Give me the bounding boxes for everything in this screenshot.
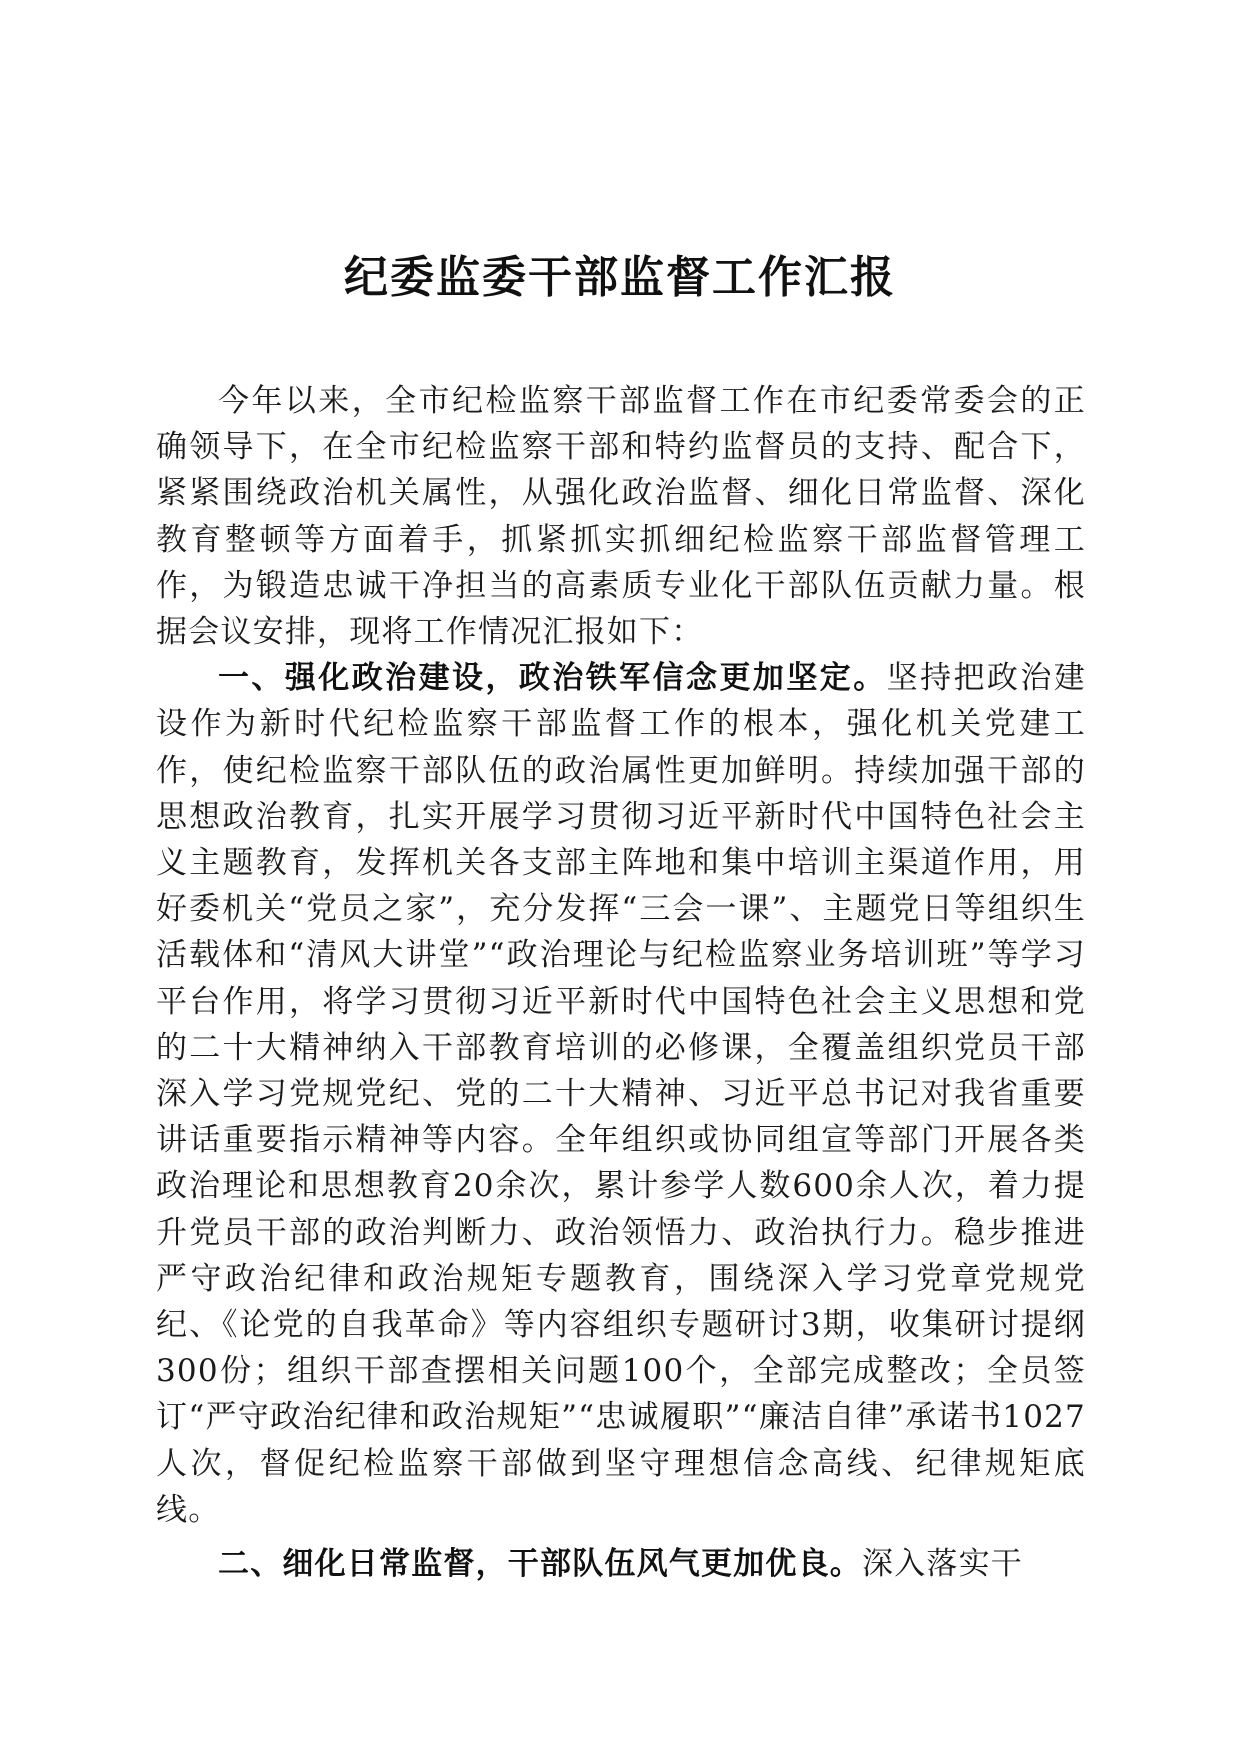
document-body	[156, 378, 1086, 1587]
section-2-text: 深入落实干	[862, 1546, 1023, 1583]
section-1-text: 坚持把政治建设作为新时代纪检监察干部监督工作的根本，强化机关党建工作，使纪检监察干部队伍的政治属性更加鲜明。持续加强干部的思想政治教育，扎实开展学习贯彻习近平新时代中国特色社会主义主题教育，发挥机关各支部主阵地和集中培训主渠道作用，用好委机关“党员之家”，充分发挥“三会一课”、主题党日等组织生活载体和“清风大讲堂”“政治理论与纪检监察业务培训班”等学习平台作用，将学习贯彻习近平新时代中国特色社会主义思想和党的二十大精神纳入干部教育培训的必修课，全覆盖组织党员干部深入学习党规党纪、党的二十大精神、习近平总书记对我省重要讲话重要指示精神等内容。全年组织或协同组宣等部门开展各类政治理论和思想教育20余次，累计参学人数600余人次，着力提升党员干部的政治判断力、政治领悟力、政治执行力。稳步推进严守政治纪律和政治规矩专题教育，围绕深入学习党章党规党纪、《论党的自我革命》等内容组织专题研讨3期，收集研讨提纲300份；组织干部查摆相关问题100个，全部完成整改；全员签订“严守政治纪律和政治规矩”“忠诚履职”“廉洁自律”承诺书1027人次，督促纪检监察干部做到坚守理想信念高线、纪律规矩底线。	[156, 660, 1086, 1528]
section-1-heading: 一、强化政治建设，政治铁军信念更加坚定。	[218, 660, 887, 697]
section-2-heading: 二、细化日常监督，干部队伍风气更加优良。	[218, 1546, 862, 1583]
section-1-paragraph	[156, 655, 1086, 1533]
document-title: 纪委监委干部监督工作汇报	[344, 252, 896, 303]
intro-paragraph: 今年以来，全市纪检监察干部监督工作在市纪委常委会的正确领导下，在全市纪检监察干部和特约监督员的支持、配合下，紧紧围绕政治机关属性，从强化政治监督、细化日常监督、深化教育整顿等方面着手，抓紧抓实抓细纪检监察干部监督管理工作，为锻造忠诚干净担当的高素质专业化干部队伍贡献力量。根据会议安排，现将工作情况汇报如下：	[156, 383, 1086, 651]
section-2-paragraph	[156, 1541, 1086, 1587]
